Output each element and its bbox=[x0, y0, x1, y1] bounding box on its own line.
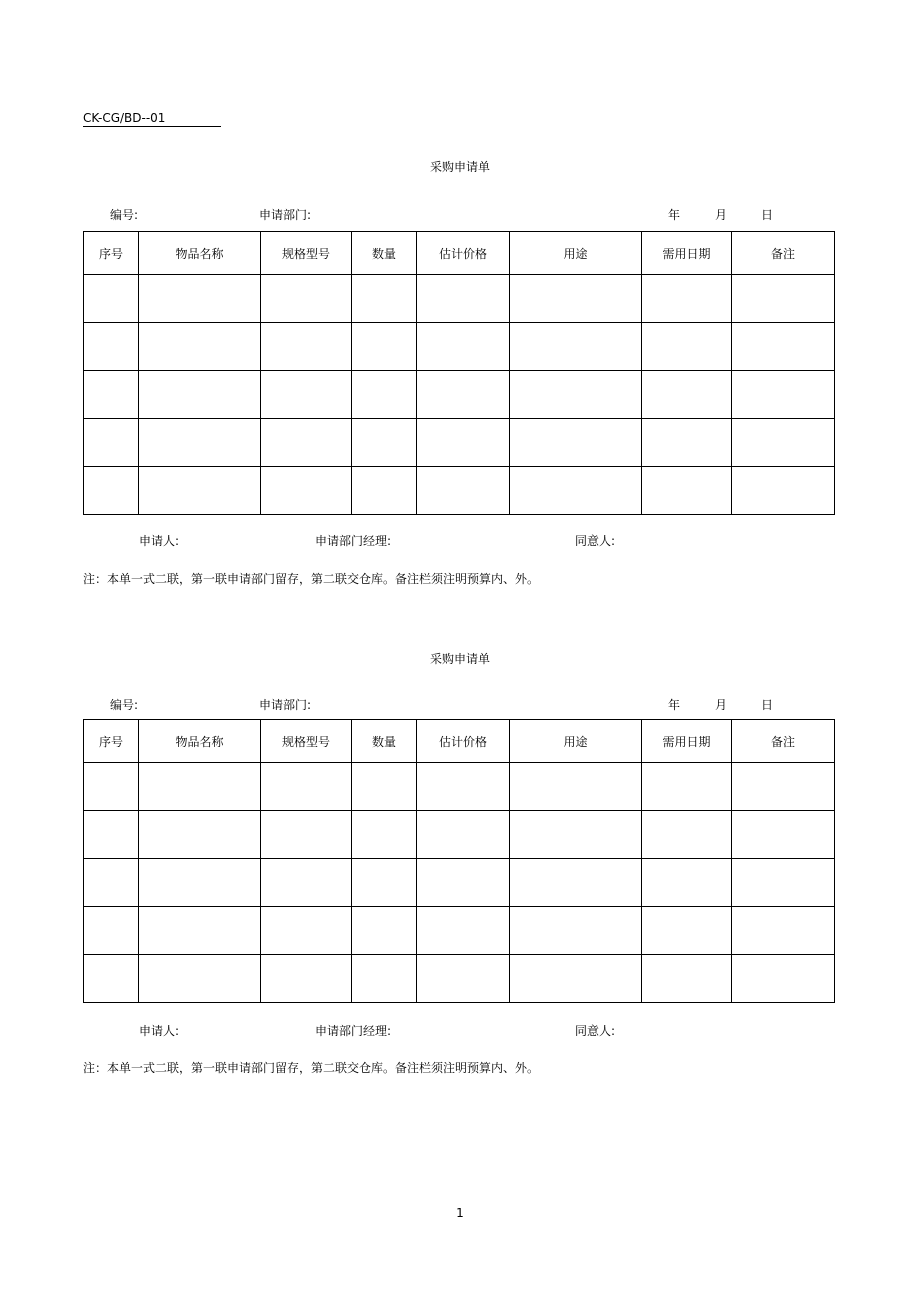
table-cell[interactable] bbox=[642, 275, 732, 323]
table-cell[interactable] bbox=[417, 907, 510, 955]
table-cell[interactable] bbox=[139, 811, 261, 859]
table-cell[interactable] bbox=[732, 323, 835, 371]
table-cell[interactable] bbox=[510, 419, 642, 467]
table-cell[interactable] bbox=[84, 419, 139, 467]
table-header-row bbox=[84, 720, 835, 763]
table-cell[interactable] bbox=[510, 275, 642, 323]
manager-label: 申请部门经理: bbox=[315, 1024, 392, 1038]
table-cell[interactable] bbox=[139, 907, 261, 955]
table-cell[interactable] bbox=[510, 955, 642, 1003]
table-cell[interactable] bbox=[417, 955, 510, 1003]
col-header-purpose: 用途 bbox=[510, 720, 642, 763]
form-note: 注：本单一式二联，第一联申请部门留存，第二联交仓库。备注栏须注明预算内、外。 bbox=[83, 572, 540, 586]
approver-label: 同意人: bbox=[575, 534, 616, 548]
number-label: 编号: bbox=[110, 208, 139, 222]
table-row bbox=[84, 811, 835, 859]
manager-label: 申请部门经理: bbox=[315, 534, 392, 548]
table-cell[interactable] bbox=[261, 419, 352, 467]
table-row bbox=[84, 763, 835, 811]
table-cell[interactable] bbox=[510, 763, 642, 811]
table-row bbox=[84, 323, 835, 371]
form-title: 采购申请单 bbox=[429, 652, 490, 666]
table-cell[interactable] bbox=[139, 275, 261, 323]
table-cell[interactable] bbox=[84, 323, 139, 371]
number-label: 编号: bbox=[110, 698, 139, 712]
document-code: CK-CG/BD--01 bbox=[83, 111, 221, 127]
table-cell[interactable] bbox=[139, 323, 261, 371]
table-cell[interactable] bbox=[139, 419, 261, 467]
table-cell[interactable] bbox=[352, 467, 417, 515]
table-cell[interactable] bbox=[261, 371, 352, 419]
applicant-label: 申请人: bbox=[139, 1024, 180, 1038]
table-cell[interactable] bbox=[642, 859, 732, 907]
table-cell[interactable] bbox=[417, 859, 510, 907]
table-cell[interactable] bbox=[510, 371, 642, 419]
col-header-required-date: 需用日期 bbox=[642, 232, 732, 275]
table-cell[interactable] bbox=[352, 419, 417, 467]
table-cell[interactable] bbox=[261, 955, 352, 1003]
table-cell[interactable] bbox=[261, 323, 352, 371]
table-cell[interactable] bbox=[139, 859, 261, 907]
table-cell[interactable] bbox=[510, 811, 642, 859]
table-cell[interactable] bbox=[84, 763, 139, 811]
table-row bbox=[84, 371, 835, 419]
table-cell[interactable] bbox=[139, 371, 261, 419]
table-cell[interactable] bbox=[352, 275, 417, 323]
table-cell[interactable] bbox=[139, 467, 261, 515]
table-cell[interactable] bbox=[642, 811, 732, 859]
table-row bbox=[84, 907, 835, 955]
table-cell[interactable] bbox=[261, 811, 352, 859]
year-label: 年 bbox=[668, 698, 681, 712]
table-cell[interactable] bbox=[642, 955, 732, 1003]
table-cell[interactable] bbox=[510, 859, 642, 907]
table-cell[interactable] bbox=[261, 859, 352, 907]
col-header-item-name: 物品名称 bbox=[139, 232, 261, 275]
table-cell[interactable] bbox=[84, 467, 139, 515]
col-header-required-date: 需用日期 bbox=[642, 720, 732, 763]
table-cell[interactable] bbox=[261, 907, 352, 955]
table-cell[interactable] bbox=[261, 763, 352, 811]
table-cell[interactable] bbox=[352, 811, 417, 859]
table-cell[interactable] bbox=[642, 371, 732, 419]
col-header-spec-model: 规格型号 bbox=[261, 232, 352, 275]
table-cell[interactable] bbox=[84, 955, 139, 1003]
table-row bbox=[84, 955, 835, 1003]
table-cell[interactable] bbox=[642, 419, 732, 467]
col-header-remarks: 备注 bbox=[732, 720, 835, 763]
table-cell[interactable] bbox=[352, 955, 417, 1003]
table-cell[interactable] bbox=[417, 323, 510, 371]
month-label: 月 bbox=[715, 208, 728, 222]
table-cell[interactable] bbox=[732, 955, 835, 1003]
table-cell[interactable] bbox=[417, 467, 510, 515]
table-cell[interactable] bbox=[84, 275, 139, 323]
table-cell[interactable] bbox=[732, 419, 835, 467]
table-cell[interactable] bbox=[642, 323, 732, 371]
table-cell[interactable] bbox=[84, 371, 139, 419]
day-label: 日 bbox=[761, 698, 774, 712]
table-cell[interactable] bbox=[732, 275, 835, 323]
table-cell[interactable] bbox=[84, 811, 139, 859]
table-row bbox=[84, 467, 835, 515]
col-header-purpose: 用途 bbox=[510, 232, 642, 275]
col-header-remarks: 备注 bbox=[732, 232, 835, 275]
page-number: 1 bbox=[456, 1206, 464, 1220]
request-table bbox=[83, 719, 835, 1003]
applicant-label: 申请人: bbox=[139, 534, 180, 548]
table-cell[interactable] bbox=[352, 323, 417, 371]
table-cell[interactable] bbox=[510, 323, 642, 371]
table-cell[interactable] bbox=[417, 275, 510, 323]
year-label: 年 bbox=[668, 208, 681, 222]
col-header-quantity: 数量 bbox=[352, 720, 417, 763]
table-cell[interactable] bbox=[732, 811, 835, 859]
table-cell[interactable] bbox=[261, 275, 352, 323]
table-cell[interactable] bbox=[732, 467, 835, 515]
table-cell[interactable] bbox=[417, 811, 510, 859]
col-header-estimated-price: 估计价格 bbox=[417, 720, 510, 763]
table-row bbox=[84, 419, 835, 467]
col-header-index: 序号 bbox=[84, 232, 139, 275]
form-note: 注：本单一式二联，第一联申请部门留存，第二联交仓库。备注栏须注明预算内、外。 bbox=[83, 1061, 540, 1075]
department-label: 申请部门: bbox=[259, 208, 312, 222]
table-cell[interactable] bbox=[642, 907, 732, 955]
table-cell[interactable] bbox=[352, 371, 417, 419]
table-row bbox=[84, 275, 835, 323]
table-header-row bbox=[84, 232, 835, 275]
table-cell[interactable] bbox=[732, 371, 835, 419]
department-label: 申请部门: bbox=[259, 698, 312, 712]
approver-label: 同意人: bbox=[575, 1024, 616, 1038]
col-header-spec-model: 规格型号 bbox=[261, 720, 352, 763]
table-cell[interactable] bbox=[417, 419, 510, 467]
table-cell[interactable] bbox=[84, 859, 139, 907]
table-cell[interactable] bbox=[139, 763, 261, 811]
col-header-quantity: 数量 bbox=[352, 232, 417, 275]
table-cell[interactable] bbox=[261, 467, 352, 515]
day-label: 日 bbox=[761, 208, 774, 222]
table-cell[interactable] bbox=[417, 763, 510, 811]
table-cell[interactable] bbox=[642, 763, 732, 811]
col-header-index: 序号 bbox=[84, 720, 139, 763]
table-cell[interactable] bbox=[732, 907, 835, 955]
col-header-item-name: 物品名称 bbox=[139, 720, 261, 763]
table-cell[interactable] bbox=[139, 955, 261, 1003]
table-cell[interactable] bbox=[417, 371, 510, 419]
table-row bbox=[84, 859, 835, 907]
month-label: 月 bbox=[715, 698, 728, 712]
table-cell[interactable] bbox=[510, 907, 642, 955]
table-cell[interactable] bbox=[642, 467, 732, 515]
table-cell[interactable] bbox=[510, 467, 642, 515]
form-title: 采购申请单 bbox=[429, 160, 490, 174]
table-cell[interactable] bbox=[352, 763, 417, 811]
table-cell[interactable] bbox=[352, 907, 417, 955]
table-cell[interactable] bbox=[84, 907, 139, 955]
table-cell[interactable] bbox=[732, 763, 835, 811]
col-header-estimated-price: 估计价格 bbox=[417, 232, 510, 275]
table-cell[interactable] bbox=[732, 859, 835, 907]
request-table bbox=[83, 231, 835, 515]
table-cell[interactable] bbox=[352, 859, 417, 907]
